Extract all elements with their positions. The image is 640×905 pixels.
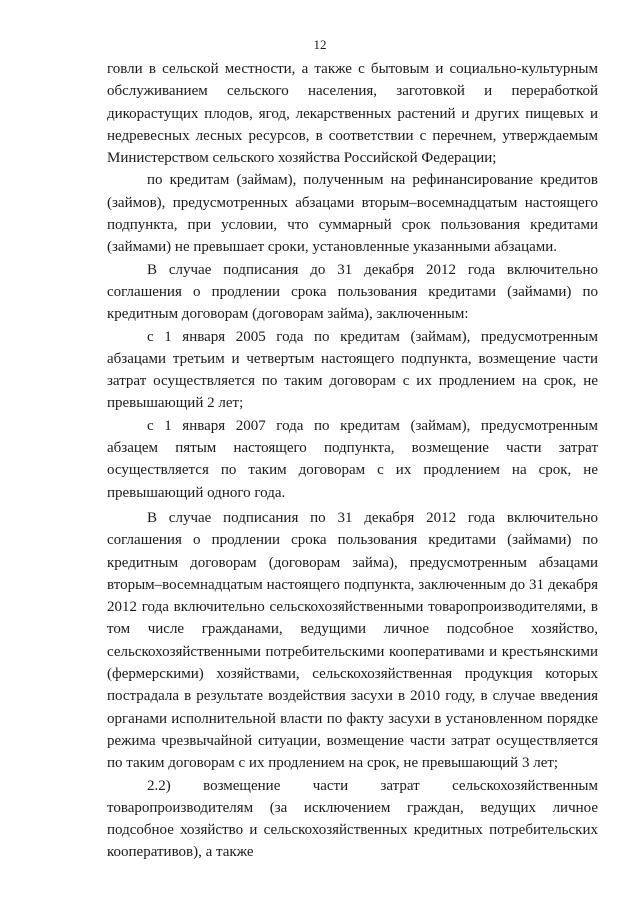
paragraph-continuation: говли в сельской местности, а также с бытовым и социально-культурным обслуживанием сельского населения, заготовкой и переработкой дикорастущих плодов, ягод, лекарственных растений и других пищевых и недревесных лесных ресурсов, в соответствии с перечнем, утверждаемым Министерством сельского хозяйства Российской Федерации; — [107, 61, 598, 167]
document-body — [107, 58, 598, 864]
paragraph-refinancing: по кредитам (займам), полученным на рефинансирование кредитов (займов), предусмотренных абзацами вторым–восемнадцатым настоящего подпункта, при условии, что суммарный срок пользования кредитами (займами) не превышает сроки, установленные указанными абзацами. — [107, 172, 598, 256]
page-number: 12 — [313, 37, 327, 52]
paragraph-from-2007: с 1 января 2007 года по кредитам (займам), предусмотренным абзацем пятым настоящего подпункта, возмещение части затрат осуществляется по таким договорам с их продлением на срок, не превышающий одного года. — [107, 417, 598, 501]
paragraph-extension-2012: В случае подписания до 31 декабря 2012 года включительно соглашения о продлении срока пользования кредитами (займами) по кредитным договорам (договорам займа), заключенным: — [107, 261, 598, 323]
paragraph-item-2-2: 2.2) возмещение части затрат сельскохозяйственным товаропроизводителям (за исключением граждан, ведущих личное подсобное хозяйство и сельскохозяйственных кредитных потребительских кооперативов), а также — [107, 777, 598, 861]
paragraph-drought-2010: В случае подписания по 31 декабря 2012 года включительно соглашения о продлении срока пользования кредитами (займами) по кредитным договорам (договорам займа), предусмотренным абзацами вторым–восемнадцатым настоящего подпункта, заключенным до 31 декабря 2012 года включительно сельскохозяйственными товаропроизводителями, в том числе гражданами, ведущими личное подсобное хозяйство, сельскохозяйственными потребительскими кооперативами и крестьянскими (фермерскими) хозяйствами, сельскохозяйственная продукция которых пострадала в результате воздействия засухи в 2010 году, в случае введения органами исполнительной власти по факту засухи в установленном порядке режима чрезвычайной ситуации, возмещение части затрат осуществляется по таким договорам с их продлением на срок, не превышающий 3 лет; — [107, 509, 598, 772]
paragraph-from-2005: с 1 января 2005 года по кредитам (займам), предусмотренным абзацами третьим и четвертым настоящего подпункта, возмещение части затрат осуществляется по таким договорам с их продлением на срок, не превышающий 2 лет; — [107, 328, 598, 412]
